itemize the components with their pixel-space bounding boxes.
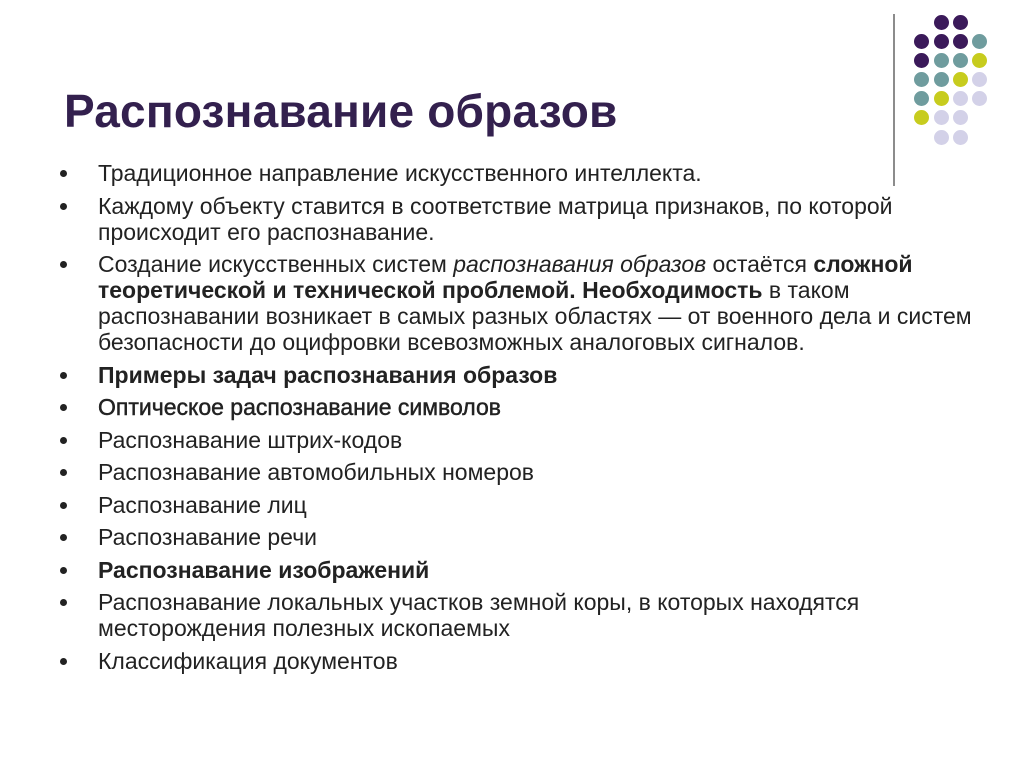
decorative-dot [914, 91, 929, 106]
list-item-text: Распознавание изображений [98, 556, 430, 583]
decorative-dot [953, 15, 968, 30]
decorative-dot [934, 91, 949, 106]
decorative-dot [914, 34, 929, 49]
decorative-dot [972, 72, 987, 87]
decorative-dot [953, 34, 968, 49]
list-item [56, 589, 976, 641]
list-item [56, 251, 976, 355]
bullet-icon [60, 502, 67, 509]
list-item [56, 160, 976, 186]
list-item [56, 492, 976, 518]
list-item [56, 193, 976, 245]
decorative-dot [914, 72, 929, 87]
text-segment: в таком распознавании возникает в самых разных областях — от военного дела и систем безопасности до оцифровки всевозможных аналоговых сигналов. [98, 277, 972, 355]
italic-text-segment: распознавания образов [453, 251, 707, 277]
bullet-icon [60, 658, 67, 665]
list-item-text: Оптическое распознавание символов [98, 394, 501, 420]
decorative-dot [953, 53, 968, 68]
list-item-text: Классификация документов [98, 647, 398, 674]
list-item-text: Распознавание локальных участков земной коры, в которых находятся месторождения полезных ископаемых [98, 589, 860, 641]
list-item-text: Распознавание речи [98, 524, 318, 550]
bullet-list [56, 160, 976, 680]
slide-title: Распознавание образов [64, 85, 618, 137]
decorative-dot [953, 72, 968, 87]
list-item-text: Распознавание штрих-кодов [98, 426, 403, 453]
list-item [56, 524, 976, 550]
bullet-icon [60, 372, 67, 379]
list-item [56, 459, 976, 485]
text-segment: Создание искусственных систем [98, 251, 454, 277]
bullet-icon [60, 404, 67, 411]
bullet-icon [60, 534, 67, 541]
bullet-icon [60, 567, 67, 574]
list-item [56, 427, 976, 453]
decorative-dot [934, 53, 949, 68]
list-item-text: Каждому объекту ставится в соответствие матрица признаков, по которой происходит его распознавание. [98, 192, 893, 245]
bullet-icon [60, 599, 67, 606]
decorative-dot [914, 53, 929, 68]
list-item [56, 648, 976, 674]
bullet-icon [60, 437, 67, 444]
decorative-dot [934, 130, 949, 145]
decorative-dot [934, 15, 949, 30]
list-item-text: Распознавание автомобильных номеров [98, 459, 535, 485]
decorative-dot [953, 110, 968, 125]
list-item-text: Традиционное направление искусственного интеллекта. [98, 160, 702, 186]
bullet-icon [60, 469, 67, 476]
decorative-dot [934, 34, 949, 49]
decorative-dot [972, 34, 987, 49]
text-segment: остаётся [706, 251, 814, 277]
bullet-icon [60, 203, 67, 210]
decorative-dot [914, 110, 929, 125]
list-item-text [98, 251, 972, 355]
list-item [56, 557, 976, 583]
decorative-dot [972, 53, 987, 68]
decorative-dot [934, 72, 949, 87]
list-item-text: Распознавание лиц [98, 491, 307, 518]
bold-text-segment: сложной теоретической и технической проблемой. Необходимость [98, 251, 913, 303]
bullet-icon [60, 261, 67, 268]
list-item-text: Примеры задач распознавания образов [98, 361, 558, 388]
decorative-dot [953, 91, 968, 106]
list-item [56, 394, 976, 420]
decorative-dot [934, 110, 949, 125]
bullet-icon [60, 170, 67, 177]
decorative-dot [972, 91, 987, 106]
decorative-dot [953, 130, 968, 145]
list-item [56, 362, 976, 388]
